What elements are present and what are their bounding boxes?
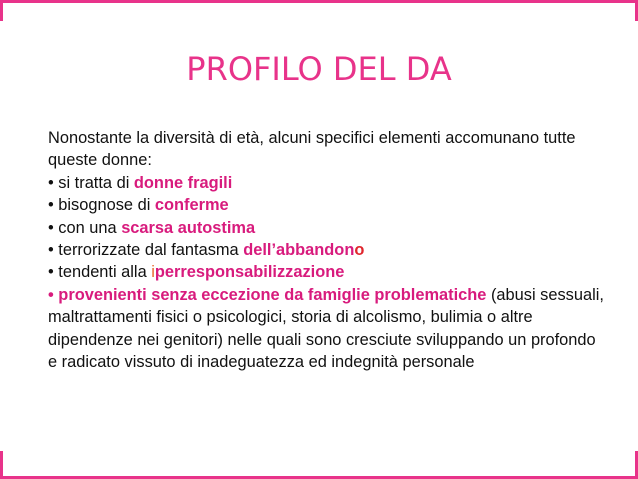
bullet-text: (abusi sessuali, maltrattamenti fisici o psicologici, storia di alcolismo, bulimia o altre dipendenze nei genitori) nelle quali sono cresciute sviluppando un profondo e radicato vissuto di inadeguatezza ed indegnità personale bbox=[48, 285, 604, 372]
bullet-text: • si tratta di bbox=[48, 173, 134, 192]
bullet-item bbox=[48, 172, 608, 194]
bullet-highlight: provenienti senza eccezione da famiglie problematiche bbox=[53, 285, 487, 304]
bullet-item-long bbox=[48, 284, 608, 374]
slide-body bbox=[48, 127, 608, 373]
bullet-item bbox=[48, 239, 608, 261]
intro-paragraph: Nonostante la diversità di età, alcuni specifici elementi accomunano tutte queste donne: bbox=[48, 129, 576, 170]
bullet-highlight: perresponsabilizzazione bbox=[154, 263, 345, 282]
slide-title: PROFILO DEL DA bbox=[186, 50, 452, 88]
slide-frame-bottom bbox=[0, 451, 638, 479]
bullet-highlight: donne fragili bbox=[133, 173, 233, 192]
bullet-text: • tendenti alla bbox=[48, 263, 152, 282]
bullet-marker: • bbox=[48, 285, 54, 304]
bullet-item bbox=[48, 217, 608, 239]
bullet-item bbox=[48, 261, 608, 283]
bullet-highlight: conferme bbox=[154, 196, 229, 215]
bullet-text: • bisognose di bbox=[48, 196, 155, 215]
bullet-letter-orange: i bbox=[151, 263, 155, 282]
bullet-highlight: scarsa autostima bbox=[121, 218, 256, 237]
slide-frame-top bbox=[0, 0, 638, 21]
bullet-text: • terrorizzate dal fantasma bbox=[48, 241, 244, 260]
bullet-item bbox=[48, 194, 608, 216]
bullet-text: • con una bbox=[48, 218, 122, 237]
bullet-highlight-red: o bbox=[354, 241, 365, 260]
bullet-highlight: dell’abbandon bbox=[243, 241, 355, 260]
